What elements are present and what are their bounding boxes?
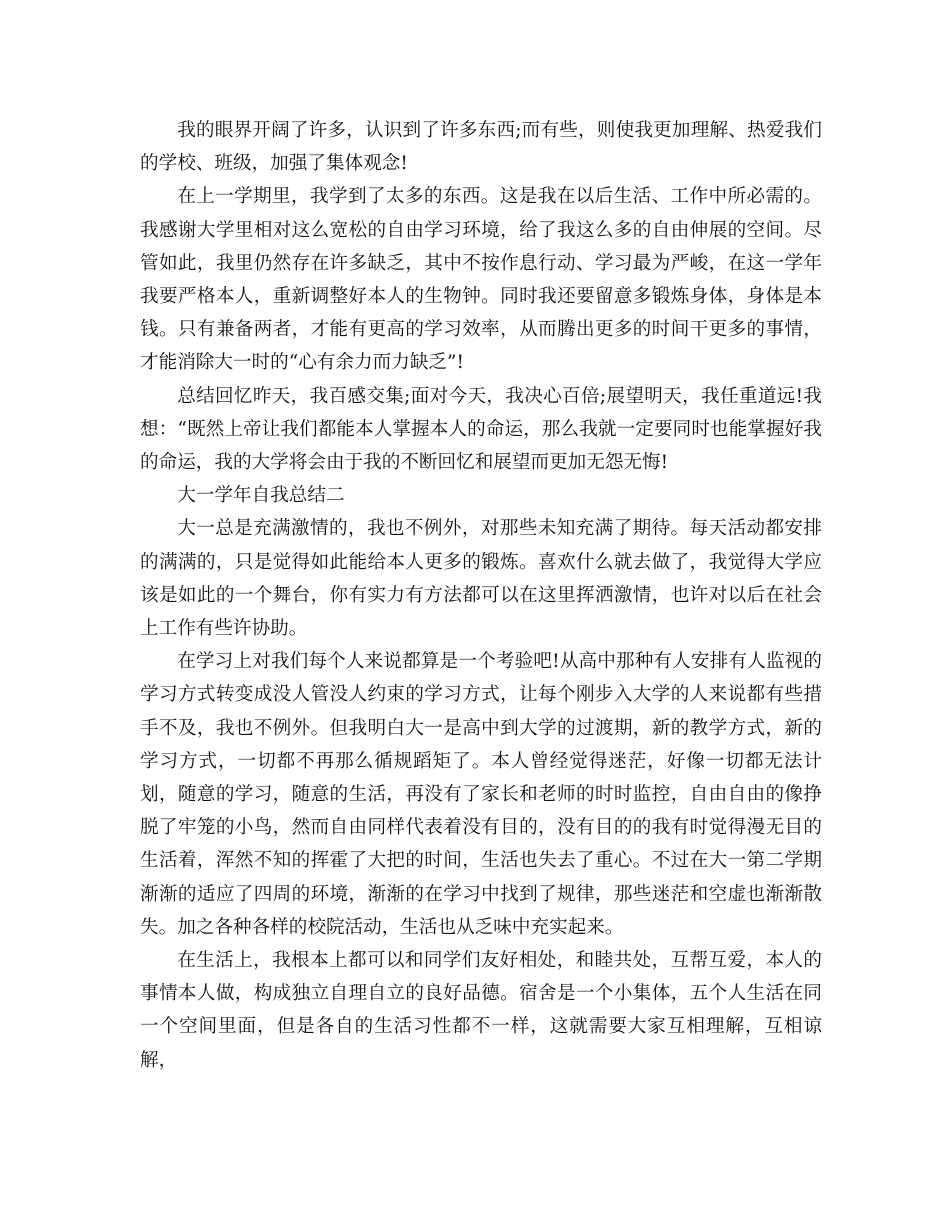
document-body xyxy=(140,114,822,1077)
paragraph: 大一总是充满激情的，我也不例外，对那些未知充满了期待。每天活动都安排的满满的，只是觉得如此能给本人更多的锻炼。喜欢什么就去做了，我觉得大学应该是如此的一个舞台，你有实力有方法都可以在这里挥洒激情，也许对以后在社会上工作有些许协助。 xyxy=(140,518,822,640)
paragraph: 我的眼界开阔了许多，认识到了许多东西;而有些，则使我更加理解、热爱我们的学校、班级，加强了集体观念! xyxy=(140,120,822,175)
paragraph: 在生活上，我根本上都可以和同学们友好相处，和睦共处，互帮互爱，本人的事情本人做，构成独立自理自立的良好品德。宿舍是一个小集体，五个人生活在同一个空间里面，但是各自的生活习性都不一样，这就需要大家互相理解，互相谅解， xyxy=(140,950,822,1071)
paragraph: 总结回忆昨天，我百感交集;面对今天，我决心百倍;展望明天，我任重道远!我想：“既然上帝让我们都能本人掌握本人的命运，那么我就一定要同时也能掌握好我的命运，我的大学将会由于我的不断回忆和展望而更加无怨无悔! xyxy=(140,385,822,474)
paragraph: 在学习上对我们每个人来说都算是一个考验吧!从高中那种有人安排有人监视的学习方式转变成没人管没人约束的学习方式，让每个刚步入大学的人来说都有些措手不及，我也不例外。但我明白大一是高中到大学的过渡期，新的教学方式，新的学习方式，一切都不再那么循规蹈矩了。本人曾经觉得迷茫，好像一切都无法计划，随意的学习，随意的生活，再没有了家长和老师的时时监控，自由自由的像挣脱了牢笼的小鸟，然而自由同样代表着没有目的，没有目的的我有时觉得漫无目的生活着，浑然不知的挥霍了大把的时间，生活也失去了重心。不过在大一第二学期渐渐的适应了四周的环境，渐渐的在学习中找到了规律，那些迷茫和空虚也渐渐散失。加之各种各样的校院活动，生活也从乏味中充实起来。 xyxy=(140,651,822,938)
paragraph: 在上一学期里，我学到了太多的东西。这是我在以后生活、工作中所必需的。我感谢大学里相对这么宽松的自由学习环境，给了我这么多的自由伸展的空间。尽管如此，我里仍然存在许多缺乏，其中不按作息行动、学习最为严峻，在这一学年我要严格本人，重新调整好本人的生物钟。同时我还要留意多锻炼身体，身体是本钱。只有兼备两者，才能有更高的学习效率，从而腾出更多的时间干更多的事情，才能消除大一时的“心有余力而力缺乏”! xyxy=(140,186,822,374)
section-heading: 大一学年自我总结二 xyxy=(177,485,345,507)
